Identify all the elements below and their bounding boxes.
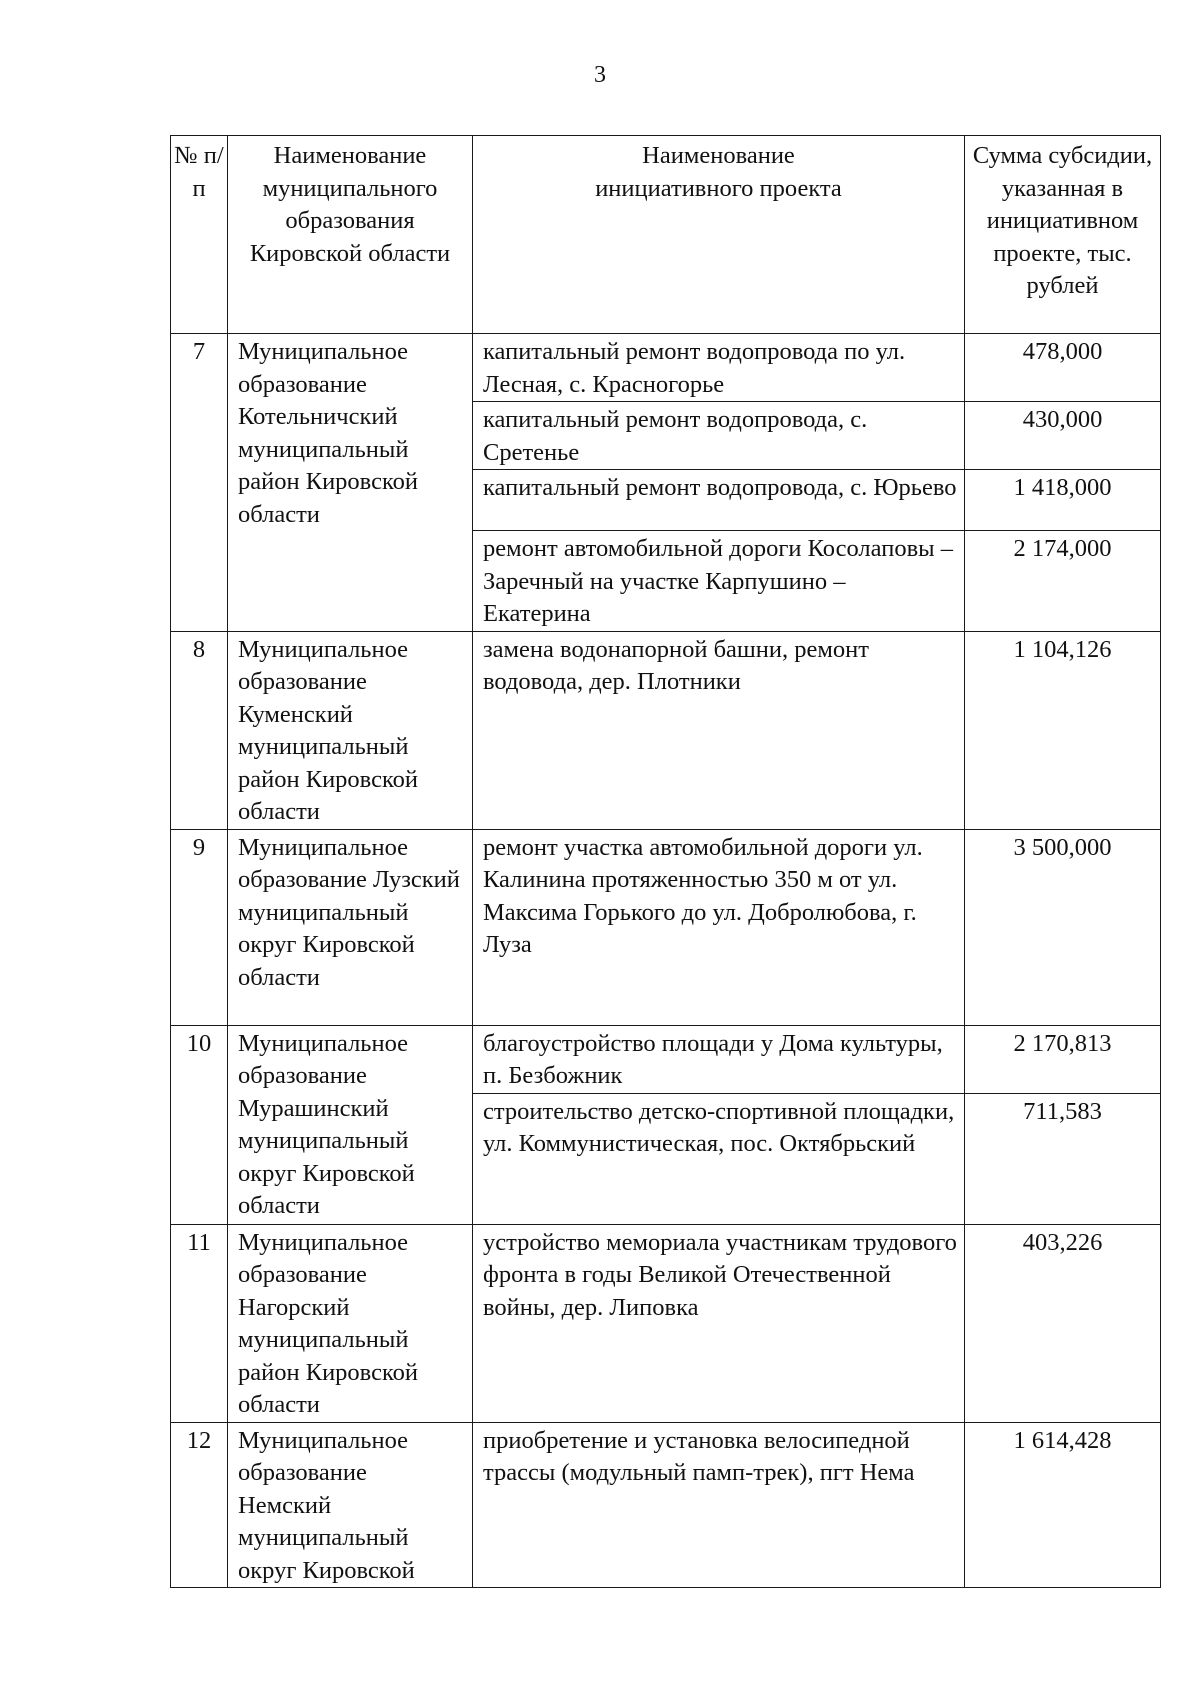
project-name: устройство мемориала участникам трудового фронта в годы Великой Отечественной войны, дер. Липовка	[473, 1224, 965, 1422]
municipality-name: Муниципальное образование Котельничский муниципальный район Кировской области	[228, 334, 473, 632]
row-number: 9	[171, 829, 228, 1025]
header-municipality: Наименование муниципального образования Кировской области	[228, 136, 473, 334]
subsidy-sum: 2 170,813	[965, 1025, 1161, 1093]
row-number: 7	[171, 334, 228, 632]
project-name: капитальный ремонт водопровода, с. Юрьево	[473, 470, 965, 531]
municipality-name: Муниципальное образование Нагорский муниципальный район Кировской области	[228, 1224, 473, 1422]
project-name: благоустройство площади у Дома культуры, п. Безбожник	[473, 1025, 965, 1093]
table-row	[171, 1224, 1161, 1422]
row-number: 12	[171, 1422, 228, 1588]
table-row	[171, 334, 1161, 402]
municipality-name: Муниципальное образование Мурашинский муниципальный округ Кировской области	[228, 1025, 473, 1224]
project-name: замена водонапорной башни, ремонт водовода, дер. Плотники	[473, 631, 965, 829]
project-name: капитальный ремонт водопровода по ул. Лесная, с. Красногорье	[473, 334, 965, 402]
row-number: 10	[171, 1025, 228, 1224]
municipality-name: Муниципальное образование Немский муниципальный округ Кировской	[228, 1422, 473, 1588]
subsidy-sum: 711,583	[965, 1093, 1161, 1224]
row-number: 11	[171, 1224, 228, 1422]
table-row	[171, 1025, 1161, 1093]
subsidy-sum: 403,226	[965, 1224, 1161, 1422]
municipality-name: Муниципальное образование Лузский муниципальный округ Кировской области	[228, 829, 473, 1025]
subsidy-sum: 1 418,000	[965, 470, 1161, 531]
subsidy-sum: 1 104,126	[965, 631, 1161, 829]
subsidy-table	[170, 135, 1161, 1588]
subsidy-sum: 430,000	[965, 402, 1161, 470]
project-name: ремонт автомобильной дороги Косолаповы – Заречный на участке Карпушино – Екатерина	[473, 531, 965, 632]
subsidy-sum: 1 614,428	[965, 1422, 1161, 1588]
subsidy-sum: 3 500,000	[965, 829, 1161, 1025]
header-subsidy-sum: Сумма субсидии, указанная в инициативном проекте, тыс. рублей	[965, 136, 1161, 334]
table-row	[171, 631, 1161, 829]
row-number: 8	[171, 631, 228, 829]
project-name: капитальный ремонт водопровода, с. Сретенье	[473, 402, 965, 470]
subsidy-sum: 2 174,000	[965, 531, 1161, 632]
page-number: 3	[594, 62, 606, 88]
table-row	[171, 829, 1161, 1025]
project-name: строительство детско-спортивной площадки, ул. Коммунистическая, пос. Октябрьский	[473, 1093, 965, 1224]
subsidy-sum: 478,000	[965, 334, 1161, 402]
project-name: приобретение и установка велосипедной трассы (модульный памп-трек), пгт Нема	[473, 1422, 965, 1588]
table-row	[171, 1422, 1161, 1588]
header-project: Наименование инициативного проекта	[473, 136, 965, 334]
project-name: ремонт участка автомобильной дороги ул. Калинина протяженностью 350 м от ул. Максима Горького до ул. Добролюбова, г. Луза	[473, 829, 965, 1025]
municipality-name: Муниципальное образование Куменский муниципальный район Кировской области	[228, 631, 473, 829]
header-number: № п/п	[171, 136, 228, 334]
table-header-row	[171, 136, 1161, 334]
